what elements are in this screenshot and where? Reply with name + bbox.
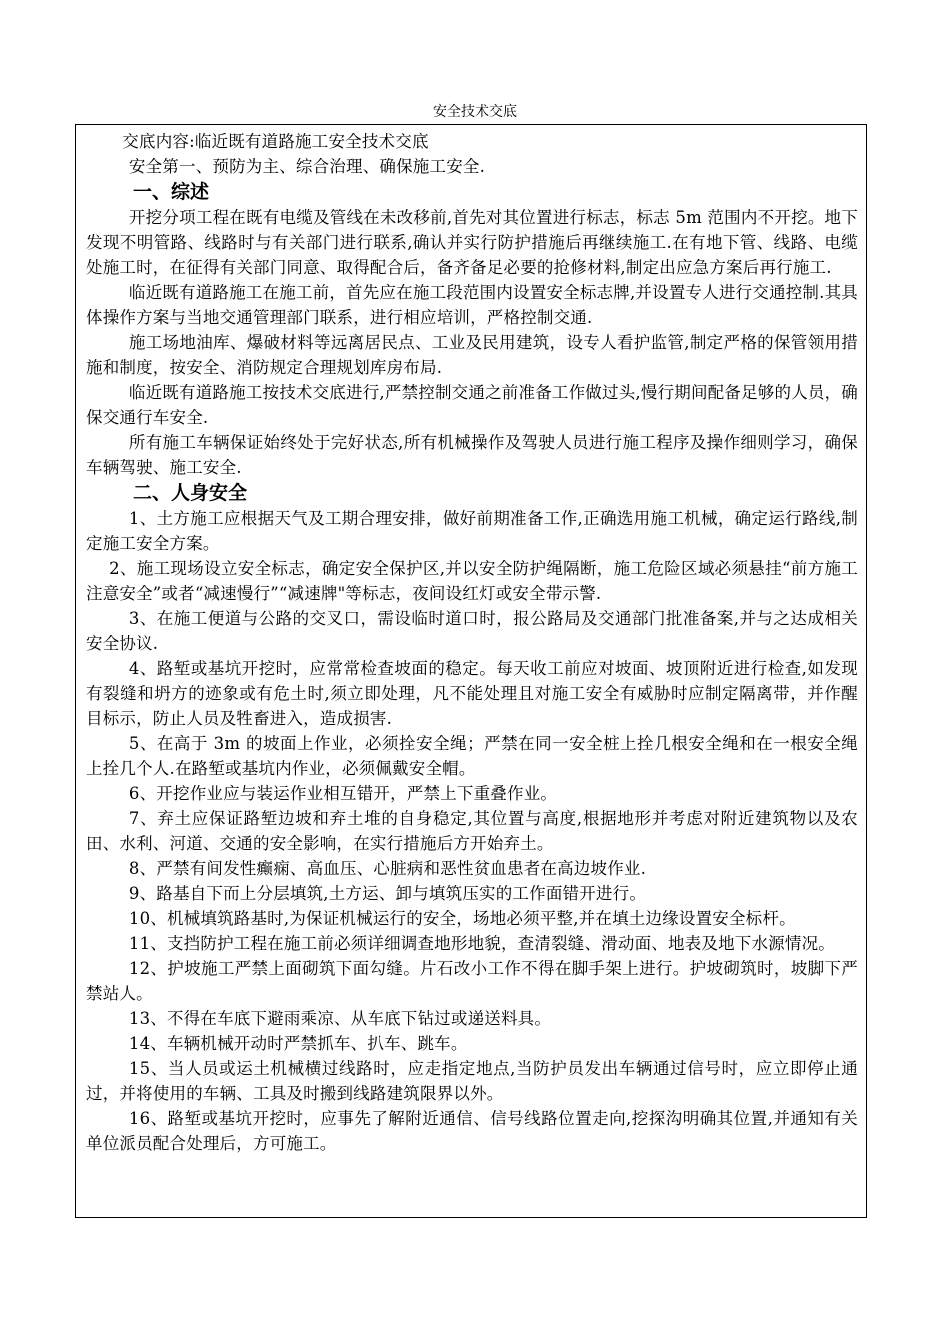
disclosure-table [75,124,867,1218]
safety-item: 7、弃土应保证路堑边坡和弃土堆的自身稳定,其位置与高度,根据地形并考虑对附近建筑物以及农田、水利、河道、交通的安全影响，在实行措施后方开始弃土。 [86,809,858,853]
section-heading-overview: 一、综述 [133,181,210,203]
safety-item: 16、路堑或基坑开挖时，应事先了解附近通信、信号线路位置走向,挖探沟明确其位置,并通知有关单位派员配合处理后，方可施工。 [86,1109,858,1153]
safety-item: 6、开挖作业应与装运作业相互错开，严禁上下重叠作业。 [128,784,558,803]
safety-item: 3、在施工便道与公路的交叉口，需设临时道口时，报公路局及交通部门批准备案,并与之达成相关安全协议. [86,609,858,653]
overview-paragraph: 所有施工车辆保证始终处于完好状态,所有机械操作及驾驶人员进行施工程序及操作细则学习，确保车辆驾驶、施工安全. [86,433,858,477]
safety-item: 8、严禁有间发性癫痫、高血压、心脏病和恶性贫血患者在高边坡作业. [128,859,647,878]
safety-item: 11、支挡防护工程在施工前必须详细调查地形地貌，查清裂缝、滑动面、地表及地下水源情况。 [128,934,835,953]
safety-item: 1、土方施工应根据天气及工期合理安排，做好前期准备工作,正确选用施工机械，确定运行路线,制定施工安全方案。 [86,509,858,553]
safety-item: 10、机械填筑路基时,为保证机械运行的安全，场地必须平整,并在填土边缘设置安全标杆。 [128,909,796,928]
disclosure-subject: 交底内容:临近既有道路施工安全技术交底 [122,132,429,151]
safety-item: 12、护坡施工严禁上面砌筑下面勾缝。片石改小工作不得在脚手架上进行。护坡砌筑时，坡脚下严禁站人。 [86,959,858,1003]
overview-paragraph: 施工场地油库、爆破材料等远离居民点、工业及民用建筑，设专人看护监管,制定严格的保管领用措施和制度，按安全、消防规定合理规划库房布局. [86,333,858,377]
safety-item: 13、不得在车底下避雨乘凉、从车底下钻过或递送料具。 [128,1009,552,1028]
safety-item: 15、当人员或运土机械横过线路时，应走指定地点,当防护员发出车辆通过信号时，应立即停止通过，并将使用的车辆、工具及时搬到线路建筑限界以外。 [86,1059,858,1103]
safety-item: 4、路堑或基坑开挖时，应常常检查坡面的稳定。每天收工前应对坡面、坡顶附近进行检查,如发现有裂缝和坍方的迹象或有危土时,须立即处理，凡不能处理且对施工安全有威胁时应制定隔离带，并作醒目标示，防止人员及牲畜进入，造成损害. [86,659,858,728]
page-title: 安全技术交底 [433,104,517,120]
overview-paragraph: 开挖分项工程在既有电缆及管线在未改移前,首先对其位置进行标志，标志 5m 范围内不开挖。地下发现不明管路、线路时与有关部门进行联系,确认并实行防护措施后再继续施工.在有地下管、线路、电缆处施工时，在征得有关部门同意、取得配合后，备齐备足必要的抢修材料,制定出应急方案后再行施工. [86,208,858,277]
safety-item: 14、车辆机械开动时严禁抓车、扒车、跳车。 [128,1034,468,1053]
safety-motto: 安全第一、预防为主、综合治理、确保施工安全. [128,157,486,176]
safety-item: 5、在高于 3m 的坡面上作业，必须拴安全绳；严禁在同一安全桩上拴几根安全绳和在一根安全绳上拴几个人.在路堑或基坑内作业，必须佩戴安全帽。 [86,734,858,778]
safety-item: 2、施工现场设立安全标志，确定安全保护区,并以安全防护绳隔断，施工危险区域必须悬挂“前方施工 注意安全”或者“减速慢行”“减速牌"等标志，夜间设红灯或安全带示警. [86,559,858,603]
overview-paragraph: 临近既有道路施工在施工前，首先应在施工段范围内设置安全标志牌,并设置专人进行交通控制.其具体操作方案与当地交通管理部门联系，进行相应培训，严格控制交通. [86,283,858,327]
section-heading-personal-safety: 二、人身安全 [133,482,248,504]
safety-item: 9、路基自下而上分层填筑,土方运、卸与填筑压实的工作面错开进行。 [128,884,647,903]
overview-paragraph: 临近既有道路施工按技术交底进行,严禁控制交通之前准备工作做过头,慢行期间配备足够的人员，确保交通行车安全. [86,383,858,427]
